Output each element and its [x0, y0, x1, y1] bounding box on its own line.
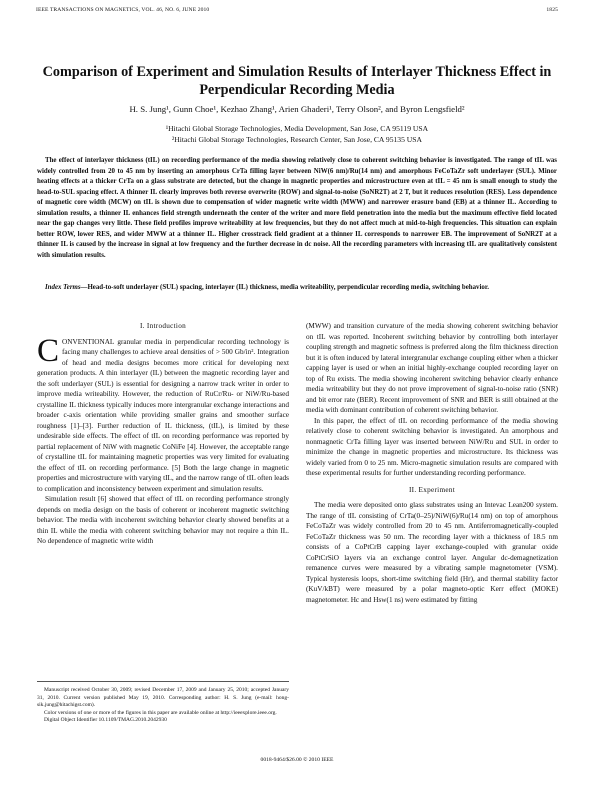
copyright-footer: 0018-9464/$26.00 © 2010 IEEE: [260, 757, 334, 763]
affiliation-2: ²Hitachi Global Storage Technologies, Research Center, San Jose, CA 95135 USA: [172, 135, 422, 144]
intro-paragraph-3: (MWW) and transition curvature of the media showing coherent switching behavior on tIL was reported. Incoherent switching behavior by controlling both interlayer coupling strength and magnetic softness is preferred along the film thickness direction but it is often induced by lateral intergranular exchange coupling either when a thicker capping layer is used or when an initial highly-exchange coupled recording layer on top of Ru exists. The media showing incoherent switching behavior clearly enhance media writeability but they do not prove improvement of signal-to-noise ratio (SNR) and bit error rate (BER). Recent improvement of SNR and BER is still obtained at the media with dominant contribution of coherent switching behavior.: [306, 322, 558, 414]
intro-paragraph-1-text: ONVENTIONAL granular media in perpendicular recording technology is facing many challenges to achieve areal densities of > 500 Gb/in². Integration of head and media designs becomes more critical for developing next generation products. A thin interlayer (IL) between the magnetic recording layer and the soft underlayer (SUL) is essential for designing a narrow track writer in order to improve media writeability. However, the reduction of RuCr/Ru- or NiW/Ru-based crystalline IL thickness typically induces more intergranular exchange interactions and broader c-axis orientation while providing smaller grains and smoother surface roughness [1]–[3]. Further reduction of IL thickness, (tIL), is limited by these undesirable side effects. The effect of tIL on recording performance was reported by partial replacement of NiW with magnetic CoNiFe [4]. However, the acceptable range of crystalline tIL for maintaining magnetic properties was very limited for evaluating the effect of tIL on recording performance. [5] Both the large change in magnetic properties and microstructure with varying tIL, and the narrow range of tIL often leads to complication and inconsistency between experiment and simulation results.: [37, 337, 289, 493]
color-note: Color versions of one or more of the figures in this paper are available online at http://ieeexplore.ieee.org.: [44, 709, 277, 716]
intro-paragraph-1: [37, 332, 289, 495]
abstract: The effect of interlayer thickness (tIL) on recording performance of the media showing relatively close to coherent switching behavior is investigated. The range of tIL was widely controlled from 20 to 45 nm by inserting an amorphous CrTa filling layer between NiW(6 nm)/Ru(14 nm) and amorphous FeCoTaZr soft underlayer (SUL). Minor heating effects at a thicker CrTa on a glass substrate are detected, but the change in magnetic properties and microstructure even at tIL = 45 nm is small enough to study the head-to-SUL spacing effect. A thinner IL clearly improves both reverse overwrite (ROW) and signal-to-noise (SoNR2T) at 2 T, but it reduces resolution (RES). Less dependence of magnetic core width (MCW) on tIL is shown due to compensation of wider magnetic write width (MWW) and narrower erasure band (EB) at a thinner IL. According to simulation results, a thinner IL enhances field strength underneath the center of the writer and more field penetration into the media but the maximum effective field located near the gap changes very little. These field profiles improve writeability at low frequencies, but they do not affect much at mid-to-high frequencies. This situation can explain better ROW, lower RES, and wider MWW at a thinner IL. Higher crosstrack field gradient at a thinner IL corresponds to narrower EB. The improvement of SoNR2T at a thinner IL is caused by the increase in signal at low frequency and the further decrease in dc noise. All the recording parameters with increasing tIL are qualitatively consistent with simulation results.: [37, 157, 557, 259]
section-heading-experiment: II. Experiment: [408, 485, 456, 494]
page-number: 1825: [546, 7, 558, 13]
author-list: H. S. Jung¹, Gunn Choe¹, Kezhao Zhang¹, Arien Ghaderi¹, Terry Olson², and Byron Lengsfield²: [129, 104, 465, 114]
index-terms: [37, 283, 557, 294]
experiment-paragraph-1: The media were deposited onto glass substrates using an Intevac Lean200 system. The range of tIL consisting of CrTa(0–25)/NiW(6)/Ru(14 nm) on top of amorphous FeCoTaZr was widely controlled from 20 to 45 nm. Antiferromagnetically-coupled FeCoTaZr thickness was 50 nm. The recording layer with a thickness of 18.5 nm consists of a CoPtCrB capping layer exchange-coupled with granular oxide CoPtCrSiO layers via an exchange control layer. Angular dc-demagnetization remanence curves were measured by a vibrating sample magnetometer (VSM). Typical hysteresis loops, short-time switching field (Hr), and thermal stability factor (KuV/kBT) were measured by a polar magneto-optic Kerr effect (MOKE) magnetometer. Hc and Hsw(1 ns) were estimated by fitting: [306, 501, 558, 604]
footnotes: [37, 681, 289, 725]
intro-paragraph-4: In this paper, the effect of tIL on recording performance of the media showing relatively close to coherent switching behavior is investigated. An amorphous and nonmagnetic CrTa filling layer was inserted between NiW/Ru and SUL in order to minimize the change in magnetic properties and microstructure. Its thickness was widely varied from 0 to 25 nm. Micro-magnetic simulation results are compared with these experimental results for further understanding recording performance.: [306, 416, 558, 477]
index-terms-text: —Head-to-soft underlayer (SUL) spacing, interlayer (IL) thickness, media writeability, perpendicular recording media, switching behavior.: [80, 284, 489, 291]
doi-note: Digital Object Identifier 10.1109/TMAG.2010.2042930: [44, 717, 167, 724]
affiliation-1: ¹Hitachi Global Storage Technologies, Media Development, San Jose, CA 95119 USA: [165, 124, 429, 133]
paper-title: Comparison of Experiment and Simulation Results of Interlayer Thickness Effect in Perpendicular Recording Media: [42, 64, 552, 98]
journal-name: IEEE TRANSACTIONS ON MAGNETICS, VOL. 46, NO. 6, JUNE 2010: [36, 7, 210, 13]
intro-paragraph-2: Simulation result [6] showed that effect of tIL on recording performance strongly depends on media design on the basis of coherent or incoherent magnetic switching behavior. The media with incoherent switching behavior clearly showed benefits at a thin IL while the media with coherent switching behavior may not require a thin IL. No dependence of magnetic write width: [37, 495, 289, 545]
manuscript-note: Manuscript received October 30, 2009; revised December 17, 2009 and January 25, 2010; accepted January 31, 2010. Current version published May 19, 2010. Corresponding author: H. S. Jung (e-mail: hong-sik.jung@hitachigst.com).: [37, 687, 289, 709]
right-column: [306, 321, 558, 605]
left-column: [37, 321, 289, 547]
index-terms-label: Index Terms: [45, 284, 81, 291]
drop-cap: C: [37, 332, 60, 369]
running-header: [36, 7, 558, 13]
section-heading-introduction: I. Introduction: [139, 322, 187, 330]
